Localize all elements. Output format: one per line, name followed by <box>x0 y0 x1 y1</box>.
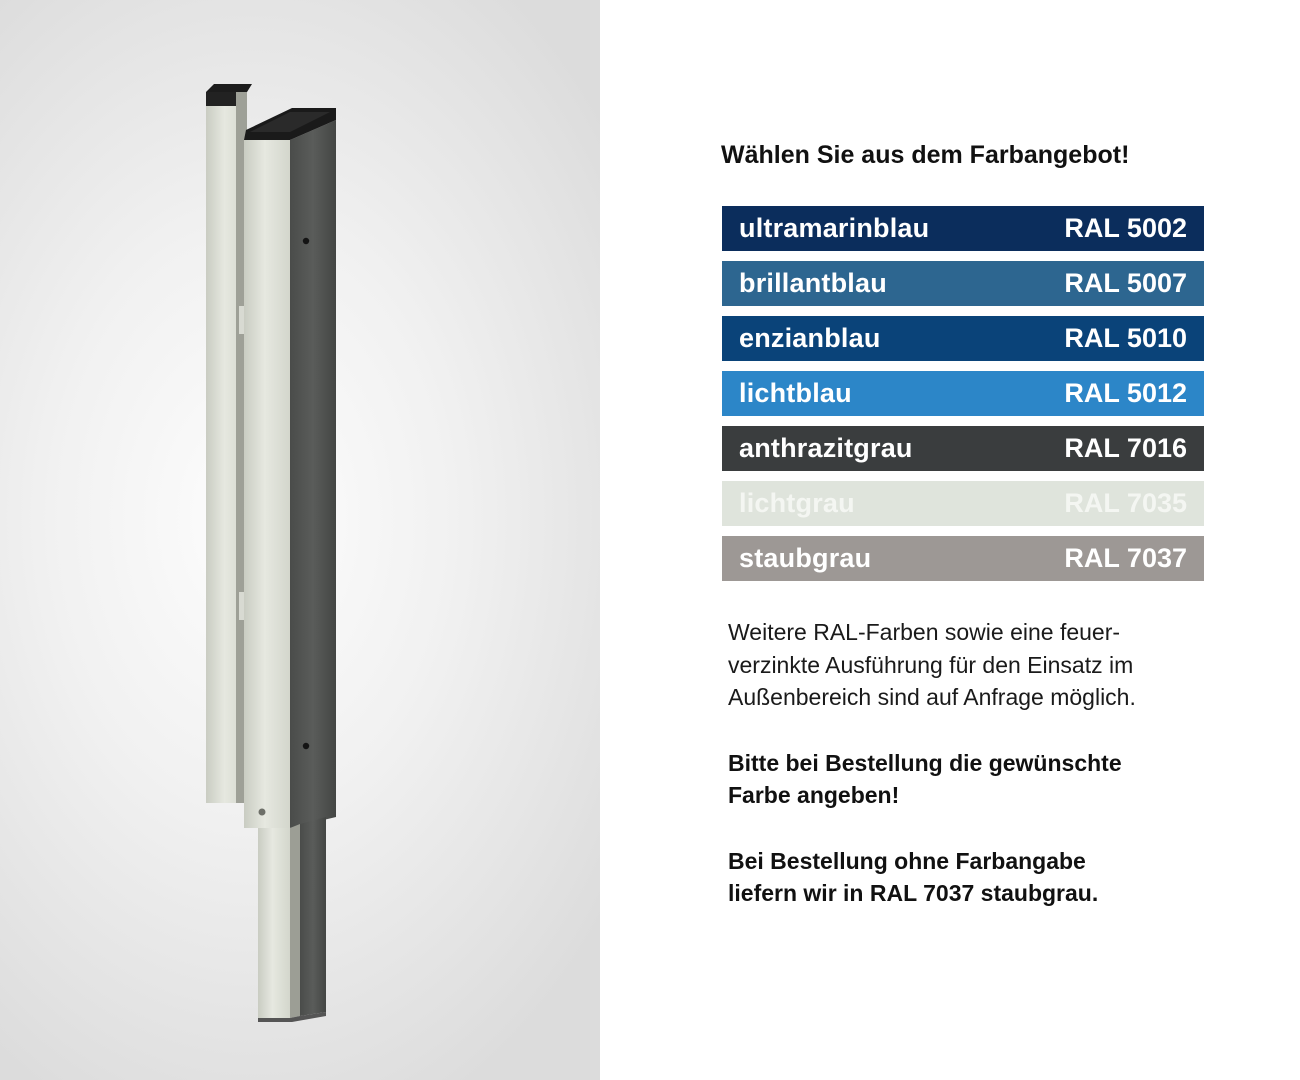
page-title: Wählen Sie aus dem Farbangebot! <box>721 141 1130 169</box>
swatch-anthrazitgrau <box>722 426 1204 471</box>
info-paragraph-default-color: Bei Bestellung ohne Farbangabe liefern wir in RAL 7037 staubgrau. <box>728 847 1099 906</box>
swatch-ultramarinblau <box>722 206 1204 251</box>
swatch-name: ultramarinblau <box>739 213 930 243</box>
info-text <box>728 616 1248 910</box>
swatch-lichtblau <box>722 371 1204 416</box>
swatch-code: RAL 7035 <box>1064 488 1187 518</box>
swatch-brillantblau <box>722 261 1204 306</box>
swatch-code: RAL 5012 <box>1064 378 1187 408</box>
post-illustration <box>0 0 600 1080</box>
color-swatch-list <box>722 206 1204 591</box>
swatch-name: staubgrau <box>739 543 872 573</box>
swatch-name: brillantblau <box>739 268 887 298</box>
swatch-name: lichtgrau <box>739 488 855 518</box>
info-paragraph-specify-color: Bitte bei Bestellung die gewünschte Farbe angeben! <box>728 749 1122 808</box>
product-image-panel <box>0 0 600 1080</box>
swatch-name: lichtblau <box>739 378 852 408</box>
swatch-staubgrau <box>722 536 1204 581</box>
swatch-code: RAL 5010 <box>1064 323 1187 353</box>
swatch-code: RAL 7037 <box>1064 543 1187 573</box>
swatch-code: RAL 7016 <box>1064 433 1187 463</box>
info-paragraph-more-colors: Weitere RAL-Farben sowie eine feuer- verzinkte Ausführung für den Einsatz im Außenbereich sind auf Anfrage möglich. <box>728 619 1136 710</box>
color-options-panel <box>600 0 1300 1080</box>
swatch-name: anthrazitgrau <box>739 433 913 463</box>
swatch-code: RAL 5007 <box>1064 268 1187 298</box>
swatch-lichtgrau <box>722 481 1204 526</box>
swatch-name: enzianblau <box>739 323 881 353</box>
swatch-enzianblau <box>722 316 1204 361</box>
swatch-code: RAL 5002 <box>1064 213 1187 243</box>
